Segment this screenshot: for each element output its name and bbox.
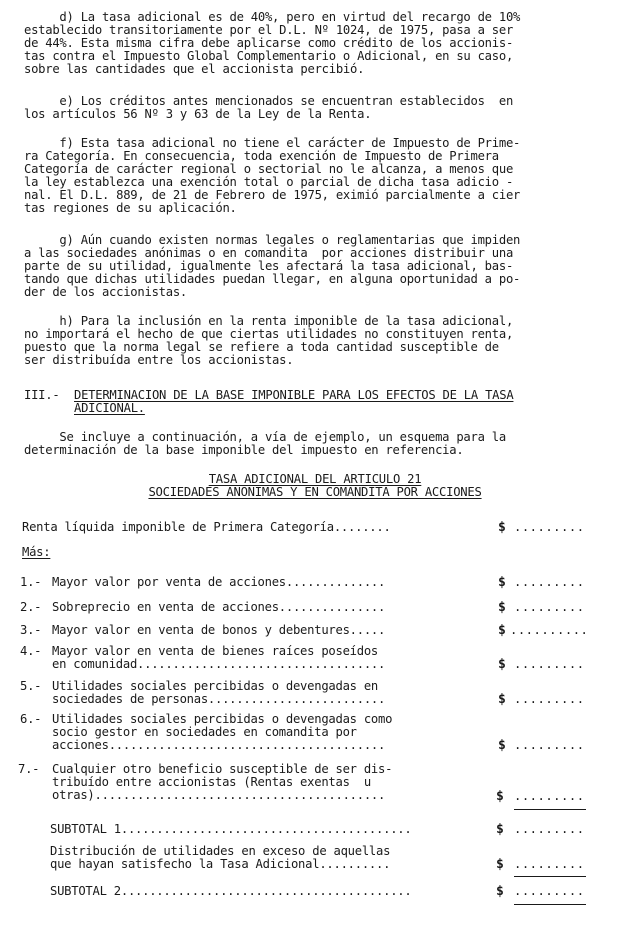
currency-symbol: $ xyxy=(496,789,504,804)
amount-blank: .......... xyxy=(510,623,589,637)
paragraph-line: der de los accionistas. xyxy=(24,285,188,299)
paragraph-line: los artículos 56 Nº 3 y 63 de la Ley de la Renta. xyxy=(24,107,372,121)
currency-symbol: $ xyxy=(496,884,504,899)
sum-rule xyxy=(514,876,586,877)
item-line: Utilidades sociales percibidas o devengadas como xyxy=(52,712,393,726)
table-subtitle: SOCIEDADES ANONIMAS Y EN COMANDITA POR ACCIONES xyxy=(148,485,482,499)
item-number: 6.- xyxy=(20,712,42,726)
amount-blank: ......... xyxy=(514,575,585,589)
paragraph-line: f) Esta tasa adicional no tiene el carácter de Impuesto de Prime- xyxy=(24,136,521,150)
item-line: tribuído entre accionistas (Rentas exentas u xyxy=(52,775,371,789)
item-number: 7.- xyxy=(18,762,40,776)
currency-symbol: $ xyxy=(498,657,506,672)
item-number: 3.- xyxy=(20,623,42,637)
item-number: 1.- xyxy=(20,575,42,589)
paragraph-line: tas contra el Impuesto Global Complementario o Adicional, en su caso, xyxy=(24,49,514,63)
subtotal-1-label: SUBTOTAL 1......................................... xyxy=(50,822,412,836)
paragraph-line: e) Los créditos antes mencionados se encuentran establecidos en xyxy=(24,94,514,108)
amount-blank: ......... xyxy=(514,692,585,706)
subtotal-2-label: SUBTOTAL 2......................................... xyxy=(50,884,412,898)
currency-symbol: $ xyxy=(498,623,506,638)
currency-symbol: $ xyxy=(498,692,506,707)
paragraph-line: establecido transitoriamente por el D.L. Nº 1024, de 1975, pasa a ser xyxy=(24,23,514,37)
item-line: sociedades de personas......................... xyxy=(52,692,386,706)
amount-blank: ......... xyxy=(514,822,585,836)
paragraph-line: d) La tasa adicional es de 40%, pero en virtud del recargo de 10% xyxy=(24,10,521,24)
paragraph-line: g) Aún cuando existen normas legales o reglamentarias que impiden xyxy=(24,233,521,247)
amount-blank: ......... xyxy=(514,789,585,803)
amount-blank: ......... xyxy=(514,738,585,752)
sum-rule xyxy=(514,809,586,810)
distribucion-line: que hayan satisfecho la Tasa Adicional.......... xyxy=(50,857,391,871)
paragraph-line: a las sociedades anónimas o en comandita por acciones distribuir una xyxy=(24,246,514,260)
amount-blank: ......... xyxy=(514,600,585,614)
paragraph-line: de 44%. Esta misma cifra debe aplicarse como crédito de los accionis- xyxy=(24,36,514,50)
currency-symbol: $ xyxy=(496,822,504,837)
item-line: Mayor valor en venta de bienes raíces poseídos xyxy=(52,644,379,658)
section-number: III.- xyxy=(24,388,60,402)
paragraph-line: ser distribuída entre los accionistas. xyxy=(24,353,294,367)
item-line: en comunidad................................... xyxy=(52,657,386,671)
section-title-line: DETERMINACION DE LA BASE IMPONIBLE PARA LOS EFECTOS DE LA TASA xyxy=(74,388,514,402)
item-line: Utilidades sociales percibidas o devengadas en xyxy=(52,679,379,693)
paragraph-line: sobre las cantidades que el accionista percibió. xyxy=(24,62,365,76)
paragraph-line: h) Para la inclusión en la renta imponible de la tasa adicional, xyxy=(24,314,514,328)
distribucion-line: Distribución de utilidades en exceso de aquellas xyxy=(50,844,391,858)
item-line: socio gestor en sociedades en comandita por xyxy=(52,725,357,739)
paragraph-line: Categoría de carácter regional o sectorial no le alcanza, a menos que xyxy=(24,162,514,176)
currency-symbol: $ xyxy=(496,857,504,872)
item-line: acciones....................................... xyxy=(52,738,386,752)
paragraph-line: determinación de la base imponible del impuesto en referencia. xyxy=(24,443,464,457)
item-line: Mayor valor por venta de acciones.............. xyxy=(52,575,386,589)
currency-symbol: $ xyxy=(498,738,506,753)
paragraph-line: ra Categoría. En consecuencia, toda exención de Impuesto de Primera xyxy=(24,149,499,163)
item-line: Mayor valor en venta de bonos y debentures..... xyxy=(52,623,386,637)
section-title-line: ADICIONAL. xyxy=(74,401,145,415)
amount-blank: ......... xyxy=(514,857,585,871)
paragraph-line: tas regiones de su aplicación. xyxy=(24,201,237,215)
base-line-label: Renta líquida imponible de Primera Categoría........ xyxy=(22,520,391,534)
item-line: Sobreprecio en venta de acciones............... xyxy=(52,600,386,614)
item-number: 2.- xyxy=(20,600,42,614)
currency-symbol: $ xyxy=(498,600,506,615)
paragraph-line: tando que dichas utilidades puedan llegar, en alguna oportunidad a po- xyxy=(24,272,521,286)
paragraph-line: nal. El D.L. 889, de 21 de Febrero de 1975, eximió parcialmente a cier xyxy=(24,188,521,202)
item-number: 4.- xyxy=(20,644,42,658)
currency-symbol: $ xyxy=(498,520,506,535)
currency-symbol: $ xyxy=(498,575,506,590)
paragraph-line: puesto que la norma legal se refiere a toda cantidad susceptible de xyxy=(24,340,499,354)
total-rule xyxy=(514,904,586,905)
paragraph-line: no importará el hecho de que ciertas utilidades no constituyen renta, xyxy=(24,327,514,341)
item-line: Cualquier otro beneficio susceptible de ser dis- xyxy=(52,762,393,776)
table-title: TASA ADICIONAL DEL ARTICULO 21 xyxy=(208,472,422,486)
paragraph-line: Se incluye a continuación, a vía de ejemplo, un esquema para la xyxy=(24,430,506,444)
item-number: 5.- xyxy=(20,679,42,693)
item-line: otras)......................................... xyxy=(52,788,386,802)
paragraph-line: la ley establezca una exención total o parcial de dicha tasa adicio - xyxy=(24,175,514,189)
mas-label: Más: xyxy=(22,545,51,559)
amount-blank: ......... xyxy=(514,520,585,534)
amount-blank: ......... xyxy=(514,884,585,898)
amount-blank: ......... xyxy=(514,657,585,671)
paragraph-line: parte de su utilidad, igualmente les afectará la tasa adicional, bas- xyxy=(24,259,514,273)
